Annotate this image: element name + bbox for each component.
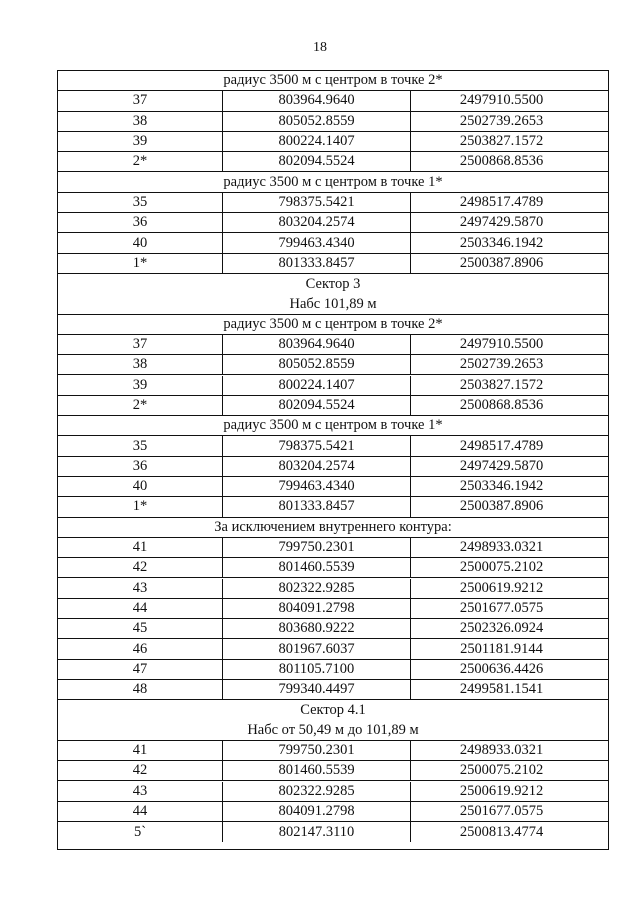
section-header-row: [58, 71, 608, 91]
point-number-text: 5`: [133, 823, 147, 840]
point-number-text: 46: [132, 640, 148, 657]
x-coordinate-cell: [223, 355, 411, 374]
point-number-cell: [58, 376, 223, 395]
y-coordinate-text: 2500636.4426: [459, 660, 544, 677]
x-coordinate-cell: [223, 579, 411, 598]
x-coordinate-text: 801333.8457: [278, 498, 355, 515]
x-coordinate-cell: [223, 233, 411, 252]
x-coordinate-cell: [223, 396, 411, 415]
table-row: [58, 538, 608, 558]
x-coordinate-cell: [223, 782, 411, 801]
table-row: [58, 335, 608, 355]
x-coordinate-cell: [223, 335, 411, 354]
x-coordinate-text: 799750.2301: [278, 539, 355, 556]
point-number-cell: [58, 396, 223, 415]
table-row: [58, 761, 608, 781]
point-number-text: 1*: [132, 254, 148, 271]
table-row: [58, 91, 608, 111]
point-number-cell: [58, 782, 223, 801]
y-coordinate-cell: [411, 761, 608, 780]
x-coordinate-cell: [223, 639, 411, 658]
point-number-cell: [58, 213, 223, 232]
y-coordinate-text: 2498517.4789: [459, 437, 544, 454]
x-coordinate-cell: [223, 254, 411, 273]
x-coordinate-cell: [223, 213, 411, 232]
point-number-text: 43: [132, 782, 148, 799]
sector-heading: [58, 700, 608, 740]
y-coordinate-cell: [411, 782, 608, 801]
x-coordinate-cell: [223, 802, 411, 821]
point-number-text: 39: [132, 376, 148, 393]
x-coordinate-text: 804091.2798: [278, 599, 355, 616]
point-number-text: 41: [132, 742, 148, 759]
y-coordinate-cell: [411, 457, 608, 476]
table-row: [58, 639, 608, 659]
point-number-cell: [58, 741, 223, 760]
point-number-text: 2*: [132, 396, 148, 413]
point-number-text: 35: [132, 193, 148, 210]
y-coordinate-text: 2500813.4774: [459, 823, 544, 840]
y-coordinate-cell: [411, 152, 608, 171]
point-number-cell: [58, 579, 223, 598]
point-number-text: 48: [132, 681, 148, 698]
y-coordinate-cell: [411, 741, 608, 760]
point-number-cell: [58, 538, 223, 557]
point-number-text: 43: [132, 579, 148, 596]
section-header-text: радиус 3500 м с центром в точке 2*: [223, 72, 443, 89]
sector-title: Сектор 3: [305, 275, 361, 292]
x-coordinate-text: 801333.8457: [278, 254, 355, 271]
y-coordinate-text: 2498517.4789: [459, 193, 544, 210]
point-number-text: 2*: [132, 153, 148, 170]
y-coordinate-text: 2501677.0575: [459, 599, 544, 616]
y-coordinate-cell: [411, 112, 608, 131]
point-number-text: 37: [132, 336, 148, 353]
y-coordinate-text: 2498933.0321: [459, 539, 544, 556]
point-number-text: 44: [132, 599, 148, 616]
table-row: [58, 822, 608, 842]
y-coordinate-text: 2503827.1572: [459, 376, 544, 393]
point-number-text: 42: [132, 762, 148, 779]
x-coordinate-text: 802147.3110: [278, 823, 355, 840]
x-coordinate-cell: [223, 741, 411, 760]
y-coordinate-text: 2503346.1942: [459, 478, 544, 495]
x-coordinate-cell: [223, 822, 411, 842]
x-coordinate-cell: [223, 132, 411, 151]
point-number-text: 39: [132, 133, 148, 150]
y-coordinate-text: 2502739.2653: [459, 356, 544, 373]
y-coordinate-cell: [411, 660, 608, 679]
table-row: [58, 558, 608, 578]
y-coordinate-cell: [411, 639, 608, 658]
x-coordinate-text: 800224.1407: [278, 376, 355, 393]
table-row: [58, 741, 608, 761]
y-coordinate-cell: [411, 91, 608, 110]
point-number-cell: [58, 193, 223, 212]
y-coordinate-cell: [411, 335, 608, 354]
point-number-cell: [58, 254, 223, 273]
x-coordinate-cell: [223, 112, 411, 131]
point-number-cell: [58, 558, 223, 577]
y-coordinate-text: 2501677.0575: [459, 802, 544, 819]
point-number-cell: [58, 132, 223, 151]
x-coordinate-text: 802094.5524: [278, 396, 355, 413]
point-number-text: 38: [132, 112, 148, 129]
point-number-text: 47: [132, 660, 148, 677]
x-coordinate-text: 805052.8559: [278, 356, 355, 373]
y-coordinate-text: 2500868.8536: [459, 396, 544, 413]
table-row: [58, 782, 608, 802]
y-coordinate-cell: [411, 538, 608, 557]
point-number-cell: [58, 599, 223, 618]
table-row: [58, 660, 608, 680]
point-number-cell: [58, 355, 223, 374]
table-row: [58, 112, 608, 132]
y-coordinate-text: 2497429.5870: [459, 214, 544, 231]
y-coordinate-text: 2500387.8906: [459, 498, 544, 515]
x-coordinate-cell: [223, 619, 411, 638]
section-header-text: За исключением внутреннего контура:: [214, 518, 452, 535]
table-row: [58, 152, 608, 172]
sector-title: Сектор 4.1: [300, 702, 366, 719]
sector-height: Набс от 50,49 м до 101,89 м: [247, 722, 419, 739]
table-row: [58, 497, 608, 517]
x-coordinate-cell: [223, 680, 411, 699]
table-row: [58, 619, 608, 639]
y-coordinate-cell: [411, 497, 608, 516]
section-header-row: [58, 315, 608, 335]
table-row: [58, 599, 608, 619]
point-number-cell: [58, 639, 223, 658]
sector-heading-row: [58, 274, 608, 315]
sector-height: Набс 101,89 м: [289, 295, 377, 312]
point-number-text: 41: [132, 539, 148, 556]
x-coordinate-text: 798375.5421: [278, 193, 355, 210]
section-header-row: [58, 518, 608, 538]
table-row: [58, 579, 608, 599]
table-row: [58, 355, 608, 375]
y-coordinate-text: 2500868.8536: [459, 153, 544, 170]
x-coordinate-text: 801460.5539: [278, 559, 355, 576]
y-coordinate-text: 2500075.2102: [459, 762, 544, 779]
x-coordinate-text: 801105.7100: [278, 660, 355, 677]
x-coordinate-text: 801460.5539: [278, 762, 355, 779]
table-row: [58, 213, 608, 233]
x-coordinate-cell: [223, 558, 411, 577]
point-number-text: 40: [132, 234, 148, 251]
y-coordinate-cell: [411, 477, 608, 496]
section-header-text: радиус 3500 м с центром в точке 2*: [223, 315, 443, 332]
table-row: [58, 132, 608, 152]
y-coordinate-text: 2500387.8906: [459, 254, 544, 271]
x-coordinate-text: 799463.4340: [278, 234, 355, 251]
point-number-cell: [58, 457, 223, 476]
sector-heading: [58, 274, 608, 314]
table-row: [58, 457, 608, 477]
y-coordinate-cell: [411, 579, 608, 598]
y-coordinate-cell: [411, 558, 608, 577]
x-coordinate-cell: [223, 538, 411, 557]
table-row: [58, 802, 608, 822]
x-coordinate-text: 805052.8559: [278, 112, 355, 129]
y-coordinate-cell: [411, 396, 608, 415]
point-number-text: 45: [132, 620, 148, 637]
y-coordinate-text: 2499581.1541: [459, 681, 544, 698]
x-coordinate-text: 803964.9640: [278, 92, 355, 109]
x-coordinate-text: 799463.4340: [278, 478, 355, 495]
point-number-text: 42: [132, 559, 148, 576]
y-coordinate-cell: [411, 132, 608, 151]
table-row: [58, 396, 608, 416]
x-coordinate-cell: [223, 152, 411, 171]
point-number-text: 40: [132, 478, 148, 495]
point-number-cell: [58, 761, 223, 780]
x-coordinate-text: 798375.5421: [278, 437, 355, 454]
y-coordinate-text: 2500619.9212: [459, 782, 544, 799]
y-coordinate-text: 2502326.0924: [459, 620, 544, 637]
y-coordinate-text: 2502739.2653: [459, 112, 544, 129]
point-number-cell: [58, 477, 223, 496]
y-coordinate-text: 2500075.2102: [459, 559, 544, 576]
table-row: [58, 436, 608, 456]
point-number-cell: [58, 822, 223, 842]
table-row: [58, 254, 608, 274]
x-coordinate-cell: [223, 497, 411, 516]
sector-heading-row: [58, 700, 608, 741]
x-coordinate-cell: [223, 761, 411, 780]
point-number-cell: [58, 112, 223, 131]
y-coordinate-text: 2497910.5500: [459, 336, 544, 353]
y-coordinate-cell: [411, 599, 608, 618]
x-coordinate-text: 802094.5524: [278, 153, 355, 170]
page-number: 18: [313, 40, 327, 55]
x-coordinate-text: 800224.1407: [278, 133, 355, 150]
y-coordinate-cell: [411, 355, 608, 374]
section-header-text: радиус 3500 м с центром в точке 1*: [223, 417, 443, 434]
section-header-row: [58, 173, 608, 193]
x-coordinate-text: 804091.2798: [278, 802, 355, 819]
point-number-cell: [58, 660, 223, 679]
x-coordinate-text: 802322.9285: [278, 579, 355, 596]
table-row: [58, 233, 608, 253]
point-number-text: 38: [132, 356, 148, 373]
x-coordinate-text: 802322.9285: [278, 782, 355, 799]
y-coordinate-cell: [411, 436, 608, 455]
y-coordinate-cell: [411, 802, 608, 821]
y-coordinate-cell: [411, 619, 608, 638]
x-coordinate-cell: [223, 599, 411, 618]
y-coordinate-cell: [411, 822, 608, 842]
x-coordinate-text: 801967.6037: [278, 640, 355, 657]
point-number-cell: [58, 497, 223, 516]
x-coordinate-cell: [223, 193, 411, 212]
point-number-cell: [58, 619, 223, 638]
point-number-cell: [58, 335, 223, 354]
x-coordinate-cell: [223, 457, 411, 476]
y-coordinate-cell: [411, 193, 608, 212]
y-coordinate-text: 2500619.9212: [459, 579, 544, 596]
x-coordinate-cell: [223, 477, 411, 496]
point-number-cell: [58, 91, 223, 110]
point-number-cell: [58, 802, 223, 821]
y-coordinate-text: 2503346.1942: [459, 234, 544, 251]
x-coordinate-text: 799340.4497: [278, 681, 355, 698]
point-number-text: 36: [132, 214, 148, 231]
point-number-cell: [58, 680, 223, 699]
x-coordinate-cell: [223, 376, 411, 395]
section-header-row: [58, 416, 608, 436]
table-row: [58, 680, 608, 700]
y-coordinate-text: 2498933.0321: [459, 742, 544, 759]
section-header-text: радиус 3500 м с центром в точке 1*: [223, 173, 443, 190]
x-coordinate-text: 803680.9222: [278, 620, 355, 637]
y-coordinate-cell: [411, 213, 608, 232]
x-coordinate-cell: [223, 91, 411, 110]
point-number-cell: [58, 152, 223, 171]
table-row: [58, 477, 608, 497]
table-row: [58, 376, 608, 396]
y-coordinate-cell: [411, 376, 608, 395]
y-coordinate-cell: [411, 254, 608, 273]
y-coordinate-cell: [411, 680, 608, 699]
x-coordinate-text: 803964.9640: [278, 336, 355, 353]
x-coordinate-text: 799750.2301: [278, 742, 355, 759]
point-number-text: 35: [132, 437, 148, 454]
y-coordinate-text: 2503827.1572: [459, 133, 544, 150]
coordinates-table: [57, 70, 609, 850]
point-number-text: 1*: [132, 498, 148, 515]
point-number-cell: [58, 233, 223, 252]
y-coordinate-cell: [411, 233, 608, 252]
x-coordinate-cell: [223, 660, 411, 679]
point-number-text: 37: [132, 92, 148, 109]
x-coordinate-cell: [223, 436, 411, 455]
point-number-cell: [58, 436, 223, 455]
point-number-text: 36: [132, 457, 148, 474]
x-coordinate-text: 803204.2574: [278, 457, 355, 474]
y-coordinate-text: 2497429.5870: [459, 457, 544, 474]
x-coordinate-text: 803204.2574: [278, 214, 355, 231]
y-coordinate-text: 2497910.5500: [459, 92, 544, 109]
point-number-text: 44: [132, 802, 148, 819]
table-row: [58, 193, 608, 213]
y-coordinate-text: 2501181.9144: [460, 640, 543, 657]
